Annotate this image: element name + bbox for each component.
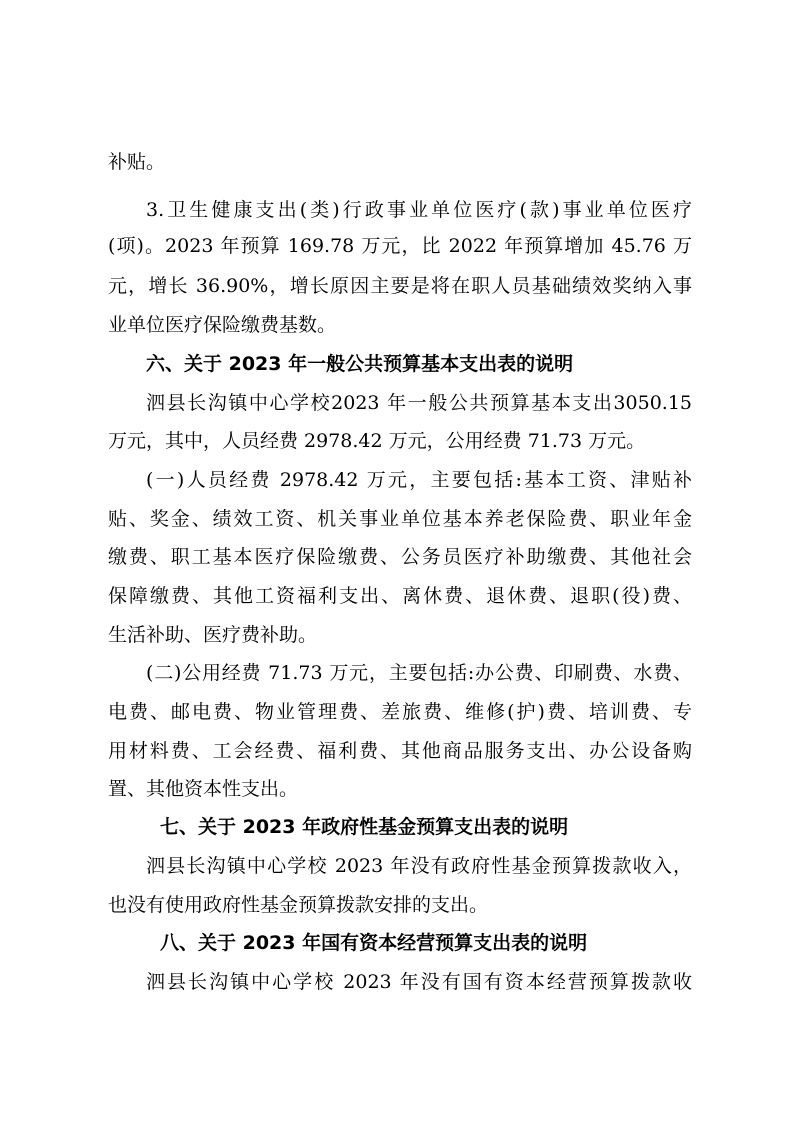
body-text-line: 贴、奖金、绩效工资、机关事业单位基本养老保险费、职业年金 [108, 508, 692, 530]
body-text-line: 泗县长沟镇中心学校2023 年一般公共预算基本支出3050.15 [146, 392, 692, 414]
body-text-line: 置、其他资本性支出。 [108, 778, 299, 800]
body-text-line: 生活补助、医疗费补助。 [108, 624, 318, 646]
body-text-line: 补贴。 [108, 151, 166, 173]
section-heading: 七、关于 2023 年政府性基金预算支出表的说明 [160, 816, 569, 838]
body-text-line: (一)人员经费 2978.42 万元，主要包括:基本工资、津贴补 [146, 469, 692, 491]
section-heading: 八、关于 2023 年国有资本经营预算支出表的说明 [160, 932, 588, 954]
body-text-line: 元，增长 36.90%，增长原因主要是将在职人员基础绩效奖纳入事 [108, 275, 692, 297]
body-text-line: 万元，其中，人员经费 2978.42 万元，公用经费 71.73 万元。 [108, 430, 646, 452]
section-heading: 六、关于 2023 年一般公共预算基本支出表的说明 [146, 353, 574, 375]
body-text-line: 用材料费、工会经费、福利费、其他商品服务支出、办公设备购 [108, 740, 692, 762]
body-text-line: 3.卫生健康支出(类)行政事业单位医疗(款)事业单位医疗 [146, 199, 692, 221]
body-text-line: 电费、邮电费、物业管理费、差旅费、维修(护)费、培训费、专 [108, 701, 692, 723]
body-text-line: (项)。2023 年预算 169.78 万元，比 2022 年预算增加 45.76 万 [108, 235, 692, 257]
body-text-line: 也没有使用政府性基金预算拨款安排的支出。 [108, 894, 489, 916]
body-text-line: 保障缴费、其他工资福利支出、离休费、退休费、退职(役)费、 [108, 585, 692, 607]
body-text-line: (二)公用经费 71.73 万元，主要包括:办公费、印刷费、水费、 [146, 662, 692, 684]
body-text-line: 泗县长沟镇中心学校 2023 年没有国有资本经营预算拨款收 [146, 971, 692, 993]
body-text-line: 缴费、职工基本医疗保险缴费、公务员医疗补助缴费、其他社会 [108, 546, 692, 568]
body-text-line: 泗县长沟镇中心学校 2023 年没有政府性基金预算拨款收入， [146, 855, 692, 877]
body-text-line: 业单位医疗保险缴费基数。 [108, 314, 337, 336]
